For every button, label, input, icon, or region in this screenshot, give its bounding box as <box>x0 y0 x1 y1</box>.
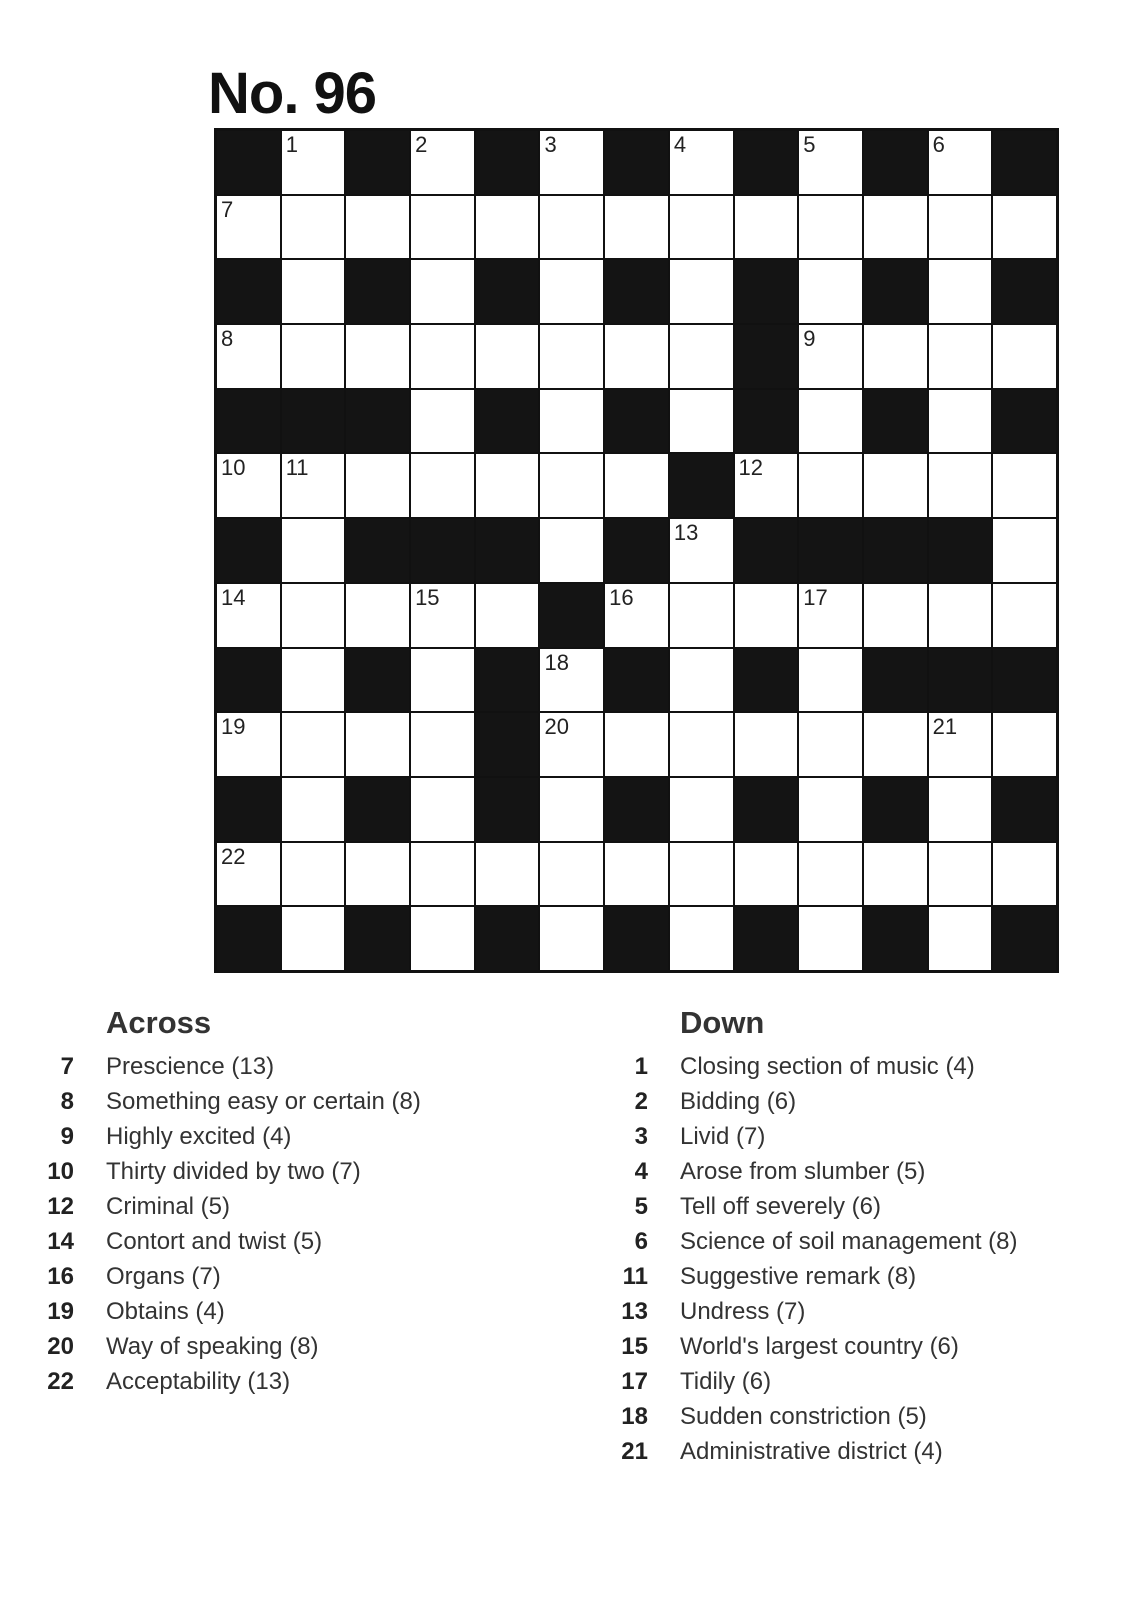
across-clue[interactable] <box>38 1259 598 1294</box>
down-heading: Down <box>680 1005 765 1040</box>
clue-num: 17 <box>621 1367 648 1395</box>
down-clue[interactable] <box>612 1294 1132 1329</box>
down-clue[interactable] <box>612 1189 1132 1224</box>
grid-cell[interactable] <box>346 843 409 906</box>
clue-text: Prescience (13) <box>106 1052 275 1080</box>
grid-cell[interactable] <box>670 907 733 970</box>
grid-cell[interactable] <box>540 843 603 906</box>
black-square <box>217 131 280 194</box>
down-clue[interactable] <box>612 1399 1132 1434</box>
grid-cell[interactable] <box>282 196 345 259</box>
grid-cell[interactable] <box>282 843 345 906</box>
clue-text: Administrative district (4) <box>680 1437 943 1465</box>
black-square <box>346 649 409 712</box>
clue-num: 7 <box>60 1052 74 1080</box>
down-clue[interactable] <box>612 1224 1132 1259</box>
grid-cell[interactable] <box>217 325 280 388</box>
black-square <box>411 519 474 582</box>
grid-cell[interactable] <box>540 131 603 194</box>
grid-cell[interactable] <box>540 390 603 453</box>
grid-cell[interactable] <box>929 325 992 388</box>
clue-text: Arose from slumber (5) <box>680 1157 926 1185</box>
clue-num: 5 <box>634 1192 648 1220</box>
grid-cell[interactable] <box>735 196 798 259</box>
grid-cell[interactable] <box>993 325 1056 388</box>
clue-text: Organs (7) <box>106 1262 221 1290</box>
black-square <box>993 131 1056 194</box>
black-square <box>735 778 798 841</box>
clue-number: 7 <box>221 196 234 222</box>
clue-number: 6 <box>932 132 945 157</box>
black-square <box>605 260 668 323</box>
across-clue[interactable] <box>38 1049 598 1084</box>
clue-text: Thirty divided by two (7) <box>106 1157 361 1185</box>
grid-cell[interactable] <box>540 713 603 776</box>
grid-cell[interactable] <box>411 649 474 712</box>
grid-cell[interactable] <box>411 260 474 323</box>
black-square <box>864 519 927 582</box>
clue-num: 6 <box>634 1227 648 1255</box>
black-square <box>476 390 539 453</box>
clue-number: 15 <box>415 584 440 610</box>
down-clue[interactable] <box>612 1434 1132 1469</box>
black-square <box>217 260 280 323</box>
grid-cell[interactable] <box>411 584 474 647</box>
across-clue[interactable] <box>38 1294 598 1329</box>
down-clue[interactable] <box>612 1084 1132 1119</box>
grid-cell[interactable] <box>864 325 927 388</box>
clue-text: Way of speaking (8) <box>106 1332 319 1360</box>
down-clue[interactable] <box>612 1259 1132 1294</box>
grid-cell[interactable] <box>929 196 992 259</box>
clue-num: 21 <box>621 1437 648 1465</box>
grid-cell[interactable] <box>929 713 992 776</box>
grid-cell[interactable] <box>476 843 539 906</box>
grid-cell[interactable] <box>605 325 668 388</box>
clue-num: 12 <box>47 1192 74 1220</box>
black-square <box>217 649 280 712</box>
grid-cell[interactable] <box>476 454 539 517</box>
black-square <box>929 649 992 712</box>
black-square <box>864 649 927 712</box>
puzzle-title: No. 96 <box>208 61 377 126</box>
grid-cell[interactable] <box>799 778 862 841</box>
grid-cell[interactable] <box>864 713 927 776</box>
grid-cell[interactable] <box>799 907 862 970</box>
grid-cell[interactable] <box>605 454 668 517</box>
down-clues <box>612 1005 1132 1469</box>
clue-num: 3 <box>634 1122 648 1150</box>
grid-cell[interactable] <box>929 390 992 453</box>
clue-num: 18 <box>621 1402 648 1430</box>
grid-cell[interactable] <box>605 584 668 647</box>
clue-number: 19 <box>221 714 246 740</box>
across-clue[interactable] <box>38 1154 598 1189</box>
grid-cell[interactable] <box>346 454 409 517</box>
grid-cell[interactable] <box>864 584 927 647</box>
clue-number: 17 <box>803 584 828 610</box>
across-heading: Across <box>106 1005 212 1040</box>
clue-num: 22 <box>47 1367 74 1395</box>
black-square <box>864 131 927 194</box>
black-square <box>476 131 539 194</box>
grid-cell[interactable] <box>282 713 345 776</box>
grid-cell[interactable] <box>929 131 992 194</box>
clue-num: 10 <box>47 1157 74 1185</box>
clue-number: 5 <box>803 132 816 157</box>
black-square <box>282 390 345 453</box>
grid-cell[interactable] <box>993 584 1056 647</box>
clue-num: 1 <box>634 1052 648 1080</box>
clue-text: Obtains (4) <box>106 1297 225 1325</box>
grid-cell[interactable] <box>799 196 862 259</box>
grid-cell[interactable] <box>282 778 345 841</box>
clue-text: Criminal (5) <box>106 1192 231 1220</box>
clue-number: 3 <box>544 132 557 157</box>
grid-cell[interactable] <box>540 907 603 970</box>
black-square <box>670 454 733 517</box>
grid-cell[interactable] <box>799 843 862 906</box>
across-clue[interactable] <box>38 1119 598 1154</box>
clue-text: Sudden constriction (5) <box>680 1402 927 1430</box>
clue-text: Acceptability (13) <box>106 1367 291 1395</box>
clue-number: 21 <box>932 714 958 740</box>
black-square <box>346 778 409 841</box>
grid-cell[interactable] <box>282 131 345 194</box>
grid-cell[interactable] <box>929 454 992 517</box>
grid-cell[interactable] <box>864 843 927 906</box>
clue-text: Tell off severely (6) <box>680 1192 881 1220</box>
black-square <box>217 390 280 453</box>
grid-cell[interactable] <box>411 131 474 194</box>
grid-cell[interactable] <box>799 325 862 388</box>
grid-cell[interactable] <box>864 454 927 517</box>
black-square <box>217 778 280 841</box>
black-square <box>346 390 409 453</box>
down-clue[interactable] <box>612 1329 1132 1364</box>
grid-cell[interactable] <box>605 843 668 906</box>
clue-number: 13 <box>673 520 699 546</box>
black-square <box>735 325 798 388</box>
black-square <box>605 131 668 194</box>
black-square <box>735 131 798 194</box>
black-square <box>735 519 798 582</box>
clue-num: 13 <box>621 1297 648 1325</box>
black-square <box>346 131 409 194</box>
grid-cell[interactable] <box>346 584 409 647</box>
grid-cell[interactable] <box>346 325 409 388</box>
grid-cell[interactable] <box>670 584 733 647</box>
black-square <box>993 390 1056 453</box>
black-square <box>993 907 1056 970</box>
across-clue[interactable] <box>38 1084 598 1119</box>
black-square <box>993 778 1056 841</box>
grid-cell[interactable] <box>217 584 280 647</box>
clue-number: 4 <box>673 132 687 157</box>
clue-num: 20 <box>47 1332 74 1360</box>
clue-num: 15 <box>621 1332 648 1360</box>
down-clue[interactable] <box>612 1154 1132 1189</box>
black-square <box>864 907 927 970</box>
clue-num: 16 <box>47 1262 74 1290</box>
black-square <box>605 778 668 841</box>
black-square <box>864 390 927 453</box>
down-clue-list <box>612 1049 1132 1469</box>
clue-number: 12 <box>738 455 764 481</box>
grid-cell[interactable] <box>799 390 862 453</box>
grid-cell[interactable] <box>799 713 862 776</box>
across-clue-list <box>38 1049 598 1399</box>
grid-cell[interactable] <box>476 325 539 388</box>
grid-cell[interactable] <box>411 778 474 841</box>
grid-cell[interactable] <box>799 131 862 194</box>
grid-cell[interactable] <box>735 454 798 517</box>
grid-cell[interactable] <box>670 131 733 194</box>
grid-cell[interactable] <box>929 907 992 970</box>
grid-cell[interactable] <box>540 519 603 582</box>
grid-cell[interactable] <box>217 454 280 517</box>
grid-cell[interactable] <box>282 260 345 323</box>
grid-cell[interactable] <box>282 584 345 647</box>
grid-cell[interactable] <box>411 325 474 388</box>
grid-cell[interactable] <box>411 454 474 517</box>
clue-number: 8 <box>221 326 234 352</box>
down-clue[interactable] <box>612 1049 1132 1084</box>
grid-cell[interactable] <box>670 260 733 323</box>
black-square <box>540 584 603 647</box>
grid-cell[interactable] <box>864 196 927 259</box>
black-square <box>929 519 992 582</box>
black-square <box>476 649 539 712</box>
grid-cell[interactable] <box>282 454 345 517</box>
grid-cell[interactable] <box>540 649 603 712</box>
grid-cell[interactable] <box>799 454 862 517</box>
black-square <box>217 907 280 970</box>
grid-cell[interactable] <box>217 843 280 906</box>
clue-number: 2 <box>415 132 428 157</box>
grid-cell[interactable] <box>411 196 474 259</box>
black-square <box>346 907 409 970</box>
black-square <box>476 713 539 776</box>
grid-cell[interactable] <box>670 519 733 582</box>
grid-cell[interactable] <box>670 778 733 841</box>
clue-number: 22 <box>221 843 246 869</box>
clue-text: Tidily (6) <box>680 1367 772 1395</box>
grid-cell[interactable] <box>217 196 280 259</box>
black-square <box>346 519 409 582</box>
clue-text: Highly excited (4) <box>106 1122 292 1150</box>
clue-num: 4 <box>634 1157 648 1185</box>
black-square <box>993 649 1056 712</box>
grid-cell[interactable] <box>476 584 539 647</box>
black-square <box>476 260 539 323</box>
clue-text: Closing section of music (4) <box>680 1052 975 1080</box>
grid-cell[interactable] <box>799 649 862 712</box>
clue-number: 18 <box>544 649 569 675</box>
grid-cell[interactable] <box>993 196 1056 259</box>
black-square <box>605 907 668 970</box>
across-clue[interactable] <box>38 1224 598 1259</box>
clue-num: 8 <box>60 1087 74 1115</box>
across-clue[interactable] <box>38 1364 598 1399</box>
black-square <box>735 649 798 712</box>
clue-text: World's largest country (6) <box>680 1332 959 1360</box>
black-square <box>217 519 280 582</box>
grid-cell[interactable] <box>670 649 733 712</box>
black-square <box>993 260 1056 323</box>
grid-cell[interactable] <box>929 843 992 906</box>
clue-num: 14 <box>47 1227 74 1255</box>
clue-text: Science of soil management (8) <box>680 1227 1018 1255</box>
grid-cell[interactable] <box>735 843 798 906</box>
grid-cell[interactable] <box>217 713 280 776</box>
grid-cell[interactable] <box>411 843 474 906</box>
black-square <box>476 519 539 582</box>
black-square <box>864 778 927 841</box>
clue-number: 16 <box>609 584 634 610</box>
clue-text: Undress (7) <box>680 1297 806 1325</box>
grid-cell[interactable] <box>929 584 992 647</box>
clue-text: Suggestive remark (8) <box>680 1262 917 1290</box>
black-square <box>605 390 668 453</box>
black-square <box>346 260 409 323</box>
black-square <box>735 260 798 323</box>
black-square <box>476 907 539 970</box>
clue-text: Contort and twist (5) <box>106 1227 323 1255</box>
grid-cell[interactable] <box>735 713 798 776</box>
grid-cell[interactable] <box>670 325 733 388</box>
grid-cell[interactable] <box>670 843 733 906</box>
grid-cell[interactable] <box>799 260 862 323</box>
grid-cell[interactable] <box>929 778 992 841</box>
grid-cell[interactable] <box>993 454 1056 517</box>
across-clues <box>38 1005 598 1399</box>
clue-num: 2 <box>634 1087 648 1115</box>
black-square <box>799 519 862 582</box>
grid-cell[interactable] <box>346 713 409 776</box>
clue-text: Something easy or certain (8) <box>106 1087 421 1115</box>
grid-cell[interactable] <box>670 390 733 453</box>
down-clue[interactable] <box>612 1119 1132 1154</box>
down-clue[interactable] <box>612 1364 1132 1399</box>
grid-cell[interactable] <box>993 843 1056 906</box>
grid-cell[interactable] <box>540 196 603 259</box>
grid-cell[interactable] <box>735 584 798 647</box>
grid-cell[interactable] <box>411 390 474 453</box>
grid-cell[interactable] <box>540 454 603 517</box>
grid-cell[interactable] <box>282 519 345 582</box>
clue-number: 9 <box>803 326 816 352</box>
clue-num: 11 <box>622 1262 648 1290</box>
grid-cell[interactable] <box>282 325 345 388</box>
grid-cell[interactable] <box>799 584 862 647</box>
crossword-grid <box>214 128 1059 973</box>
grid-cell[interactable] <box>540 260 603 323</box>
clue-number: 1 <box>285 132 298 157</box>
clue-num: 19 <box>47 1297 74 1325</box>
clue-num: 9 <box>60 1122 74 1150</box>
clue-text: Bidding (6) <box>680 1087 797 1115</box>
grid-cell[interactable] <box>540 325 603 388</box>
black-square <box>864 260 927 323</box>
black-square <box>735 907 798 970</box>
across-clue[interactable] <box>38 1329 598 1364</box>
grid-cell[interactable] <box>993 519 1056 582</box>
black-square <box>605 649 668 712</box>
across-clue[interactable] <box>38 1189 598 1224</box>
grid-cell[interactable] <box>411 907 474 970</box>
grid-cell[interactable] <box>929 260 992 323</box>
grid-cell[interactable] <box>282 649 345 712</box>
grid-cell[interactable] <box>540 778 603 841</box>
clue-text: Livid (7) <box>680 1122 766 1150</box>
clue-number: 20 <box>544 714 569 740</box>
black-square <box>605 519 668 582</box>
clue-number: 11 <box>285 455 309 481</box>
grid-cell[interactable] <box>476 196 539 259</box>
grid-cell[interactable] <box>670 196 733 259</box>
grid-cell[interactable] <box>993 713 1056 776</box>
grid-cell[interactable] <box>605 196 668 259</box>
grid-cell[interactable] <box>605 713 668 776</box>
clue-number: 14 <box>221 584 246 610</box>
black-square <box>735 390 798 453</box>
grid-cell[interactable] <box>411 713 474 776</box>
grid-cell[interactable] <box>346 196 409 259</box>
black-square <box>476 778 539 841</box>
grid-cell[interactable] <box>282 907 345 970</box>
clue-number: 10 <box>221 455 246 481</box>
grid-cell[interactable] <box>670 713 733 776</box>
